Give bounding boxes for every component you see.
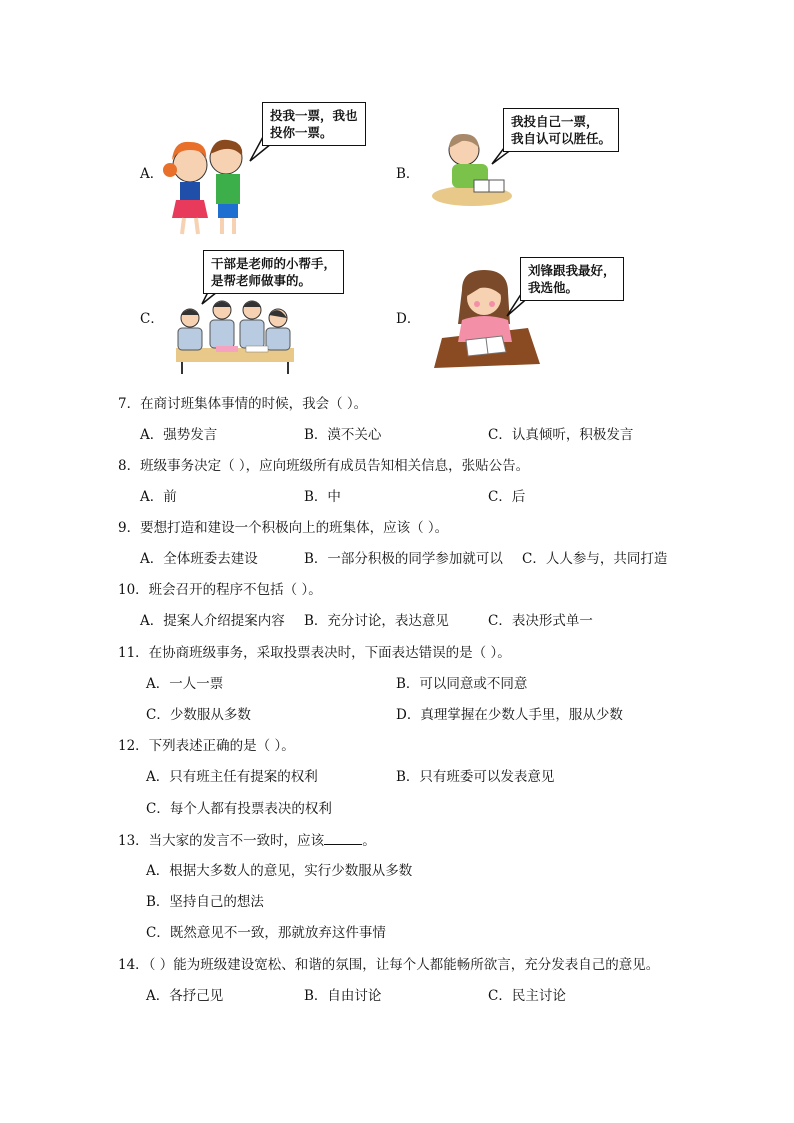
question-9-option-b[interactable]: B．一部分积极的同学参加就可以 <box>304 551 503 567</box>
question-13-option-a[interactable]: A．根据大多数人的意见，实行少数服从多数 <box>146 863 413 879</box>
image-option-a-label: A． <box>140 166 164 182</box>
question-13-stem-end: 。 <box>362 833 376 849</box>
image-option-c-label: C． <box>140 311 164 327</box>
image-option-d-label: D． <box>396 311 421 327</box>
question-14-option-a[interactable]: A．各抒己见 <box>146 988 224 1004</box>
speech-bubble-a: 投我一票，我也 投你一票。 <box>262 102 366 146</box>
question-13-stem-text: 13．当大家的发言不一致时，应该 <box>118 833 325 849</box>
question-10-option-b[interactable]: B．充分讨论，表达意见 <box>304 613 449 629</box>
question-8-option-b[interactable]: B．中 <box>304 489 341 505</box>
question-14-option-c[interactable]: C．民主讨论 <box>488 988 566 1004</box>
question-8-option-a[interactable]: A．前 <box>140 489 177 505</box>
question-9-option-a[interactable]: A．全体班委去建设 <box>140 551 258 567</box>
image-option-b-label: B． <box>396 166 420 182</box>
question-7-option-a[interactable]: A．强势发言 <box>140 427 218 443</box>
question-13-stem <box>118 830 376 851</box>
question-8-stem: 8．班级事务决定（ ），应向班级所有成员告知相关信息，张贴公告。 <box>118 458 530 474</box>
question-11-stem: 11．在协商班级事务，采取投票表决时，下面表达错误的是（ ）。 <box>118 645 511 661</box>
question-11-option-a[interactable]: A．一人一票 <box>146 676 224 692</box>
question-9-stem: 9．要想打造和建设一个积极向上的班集体，应该（ ）。 <box>118 520 449 536</box>
question-13-option-b[interactable]: B．坚持自己的想法 <box>146 894 264 910</box>
question-8-option-c[interactable]: C．后 <box>488 489 526 505</box>
speech-bubble-b: 我投自己一票， 我自认可以胜任。 <box>503 108 619 152</box>
question-14-stem: 14．（ ）能为班级建设宽松、和谐的氛围，让每个人都能畅所欲言，充分发表自己的意见。 <box>118 957 660 973</box>
question-10-option-a[interactable]: A．提案人介绍提案内容 <box>140 613 285 629</box>
speech-bubble-d: 刘锋跟我最好， 我选他。 <box>520 257 624 301</box>
question-13-answer-blank[interactable] <box>324 830 362 845</box>
question-11-option-c[interactable]: C．少数服从多数 <box>146 707 251 723</box>
question-11-option-d[interactable]: D．真理掌握在少数人手里，服从少数 <box>396 707 623 723</box>
question-7-stem: 7．在商讨班集体事情的时候，我会（ ）。 <box>118 396 368 412</box>
question-11-option-b[interactable]: B．可以同意或不同意 <box>396 676 528 692</box>
question-7-option-b[interactable]: B．漠不关心 <box>304 427 382 443</box>
question-9-option-c[interactable]: C．人人参与，共同打造 <box>522 551 668 567</box>
speech-bubble-c: 干部是老师的小帮手， 是帮老师做事的。 <box>203 250 344 294</box>
children-whispering-illustration <box>160 130 260 240</box>
question-12-option-c[interactable]: C．每个人都有投票表决的权利 <box>146 801 332 817</box>
question-13-option-c[interactable]: C．既然意见不一致，那就放弃这件事情 <box>146 925 386 941</box>
question-12-option-b[interactable]: B．只有班委可以发表意见 <box>396 769 555 785</box>
question-14-option-b[interactable]: B．自由讨论 <box>304 988 382 1004</box>
question-7-option-c[interactable]: C．认真倾听，积极发言 <box>488 427 634 443</box>
question-12-option-a[interactable]: A．只有班主任有提案的权利 <box>146 769 318 785</box>
question-12-stem: 12．下列表述正确的是（ ）。 <box>118 738 295 754</box>
question-10-option-c[interactable]: C．表决形式单一 <box>488 613 593 629</box>
question-10-stem: 10．班会召开的程序不包括（ ）。 <box>118 582 322 598</box>
